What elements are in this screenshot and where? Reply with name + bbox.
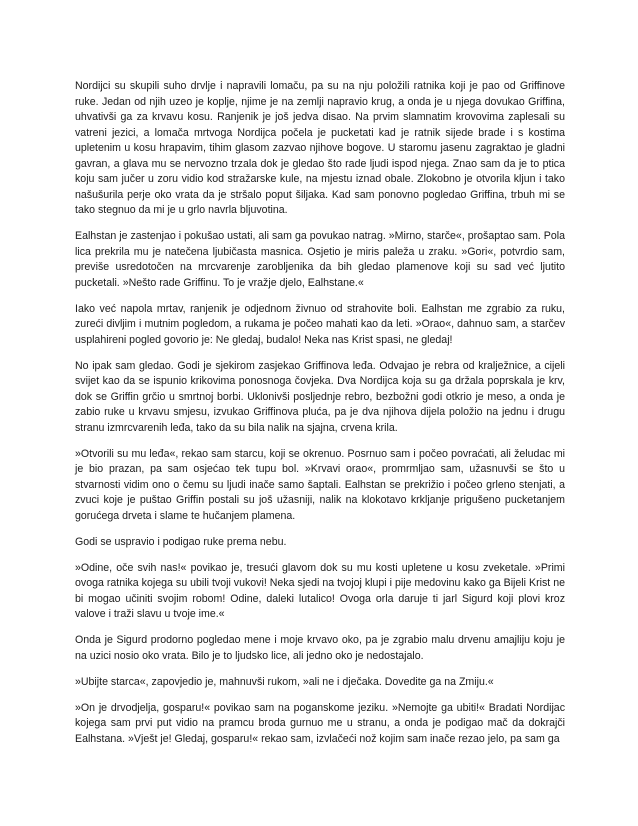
paragraph-3: Iako već napola mrtav, ranjenik je odjednom živnuo od strahovite boli. Ealhstan me zgrabio za ruku, zureći divljim i mutnim pogledom, a rukama je počeo mahati kao da leti. »Orao«, dahnuo sam, a starčev usplahireni pogled govorio je: Ne gledaj, budalo! Neka nas Krist spasi, ne gledaj! — [75, 302, 565, 346]
paragraph-1: Nordijci su skupili suho drvlje i napravili lomaču, pa su na nju položili ratnika koji je pao od Griffinove ruke. Jedan od njih uzeo je koplje, njime je na zemlji napravio krug, a onda je u njega dovukao Griffina, uhvativši ga za krvavu kosu. Ranjenik je još jedva disao. Na prvim slamnatim krovovima zaplesali su vatreni jezici, a lomača mrtvoga Nordijca počela je pucketati kad je ratnik sijede brade i s kostima upletenim u kosu hrapavim, tihim glasom zazvao njihove bogove. U staromu jasenu zagraktao je gladni gavran, a glava mu se nervozno trzala dok je gledao što rade ljudi ispod njega. Znao sam da je to ptica koju sam jučer u zoru vidio kod stražarske kule, na mjestu iznad obale. Zlokobno je otvorila kljun i tako našušurila perje oko vrata da je stršalo poput šiljaka. Kad sam ponovno pogledao Griffina, trbuh mi se tako stegnuo da mi je u grlo navrla bljuvotina. — [75, 80, 565, 216]
paragraph-5: »Otvorili su mu leđa«, rekao sam starcu, koji se okrenuo. Posrnuo sam i počeo povraćati, ali želudac mi je bio prazan, pa sam osjećao tek tupu bol. »Krvavi orao«, promrmljao sam, užasnuvši se što u stvarnosti vidim ono o čemu su ljudi inače samo šaptali. Ealhstan se prekrižio i počeo grleno stenjati, a zvuci koje je puštao Griffin postali su još užasniji, nalik na klokotavo krkljanje prigušeno pucketanjem gorućega drveta i slame te hučanjem plamena. — [75, 447, 565, 522]
paragraph-8: Onda je Sigurd prodorno pogledao mene i moje krvavo oko, pa je zgrabio malu drvenu amajliju koju je na uzici nosio oko vrata. Bilo je to ljudsko lice, ali jedno oko je nedostajalo. — [75, 634, 565, 662]
paragraph-6: Godi se uspravio i podigao ruke prema nebu. — [75, 535, 287, 548]
paragraph-4: No ipak sam gledao. Godi je sjekirom zasjekao Griffinova leđa. Odvajao je rebra od kralježnice, a cijeli svijet kao da se ispunio krikovima ponosnoga čovjeka. Dva Nordijca koja su ga držala poprskala je krv, dok se Griffin grčio u smrtnoj borbi. Uklonivši posljednje rebro, bezbožni godi otkrio je meso, a onda je zabio ruke u krvavu smjesu, izvukao Griffinova pluća, pa je dva njihova dijela položio na jednu i drugu stranu izmrcvarenih leđa, tako da su bila nalik na sjajna, crvena krila. — [75, 359, 565, 434]
paragraph-7: »Odine, oče svih nas!« povikao je, tresući glavom dok su mu kosti upletene u kosu zveketale. »Primi ovoga ratnika kojega su ubili tvoji vukovi! Neka sjedi na tvojoj klupi i pije medovinu kako ga Bijeli Krist ne bi mogao učiniti svojim robom! Odine, daleki lutalico! Ovoga orla daruje ti jarl Sigurd koji plovi kroz valove i traži slavu u tvoje ime.« — [75, 561, 565, 620]
paragraph-10: »On je drvodjelja, gosparu!« povikao sam na poganskome jeziku. »Nemojte ga ubiti!« Bradati Nordijac kojega sam prvi put vidio na pramcu broda gurnuo me u stranu, a onda je podigao mač da dokrajči Ealhstana. »Vješt je! Gledaj, gosparu!« rekao sam, izvlačeći nož kojim sam inače rezao jelo, pa sam ga — [75, 701, 565, 745]
document-page — [75, 79, 565, 758]
paragraph-9: »Ubijte starca«, zapovjedio je, mahnuvši rukom, »ali ne i dječaka. Dovedite ga na Zmiju.« — [75, 675, 494, 688]
paragraph-2: Ealhstan je zastenjao i pokušao ustati, ali sam ga povukao natrag. »Mirno, starče«, prošaptao sam. Pola lica prekrila mu je natečena ljubičasta masnica. Osjetio je miris paleža u zraku. »Gori«, potvrdio sam, previše usredotočen na mrcvarenje zarobljenika da bih gledao plamenove koji su sad već ljutito pucketali. »Nešto rade Griffinu. To je vražje djelo, Ealhstane.« — [75, 230, 565, 289]
